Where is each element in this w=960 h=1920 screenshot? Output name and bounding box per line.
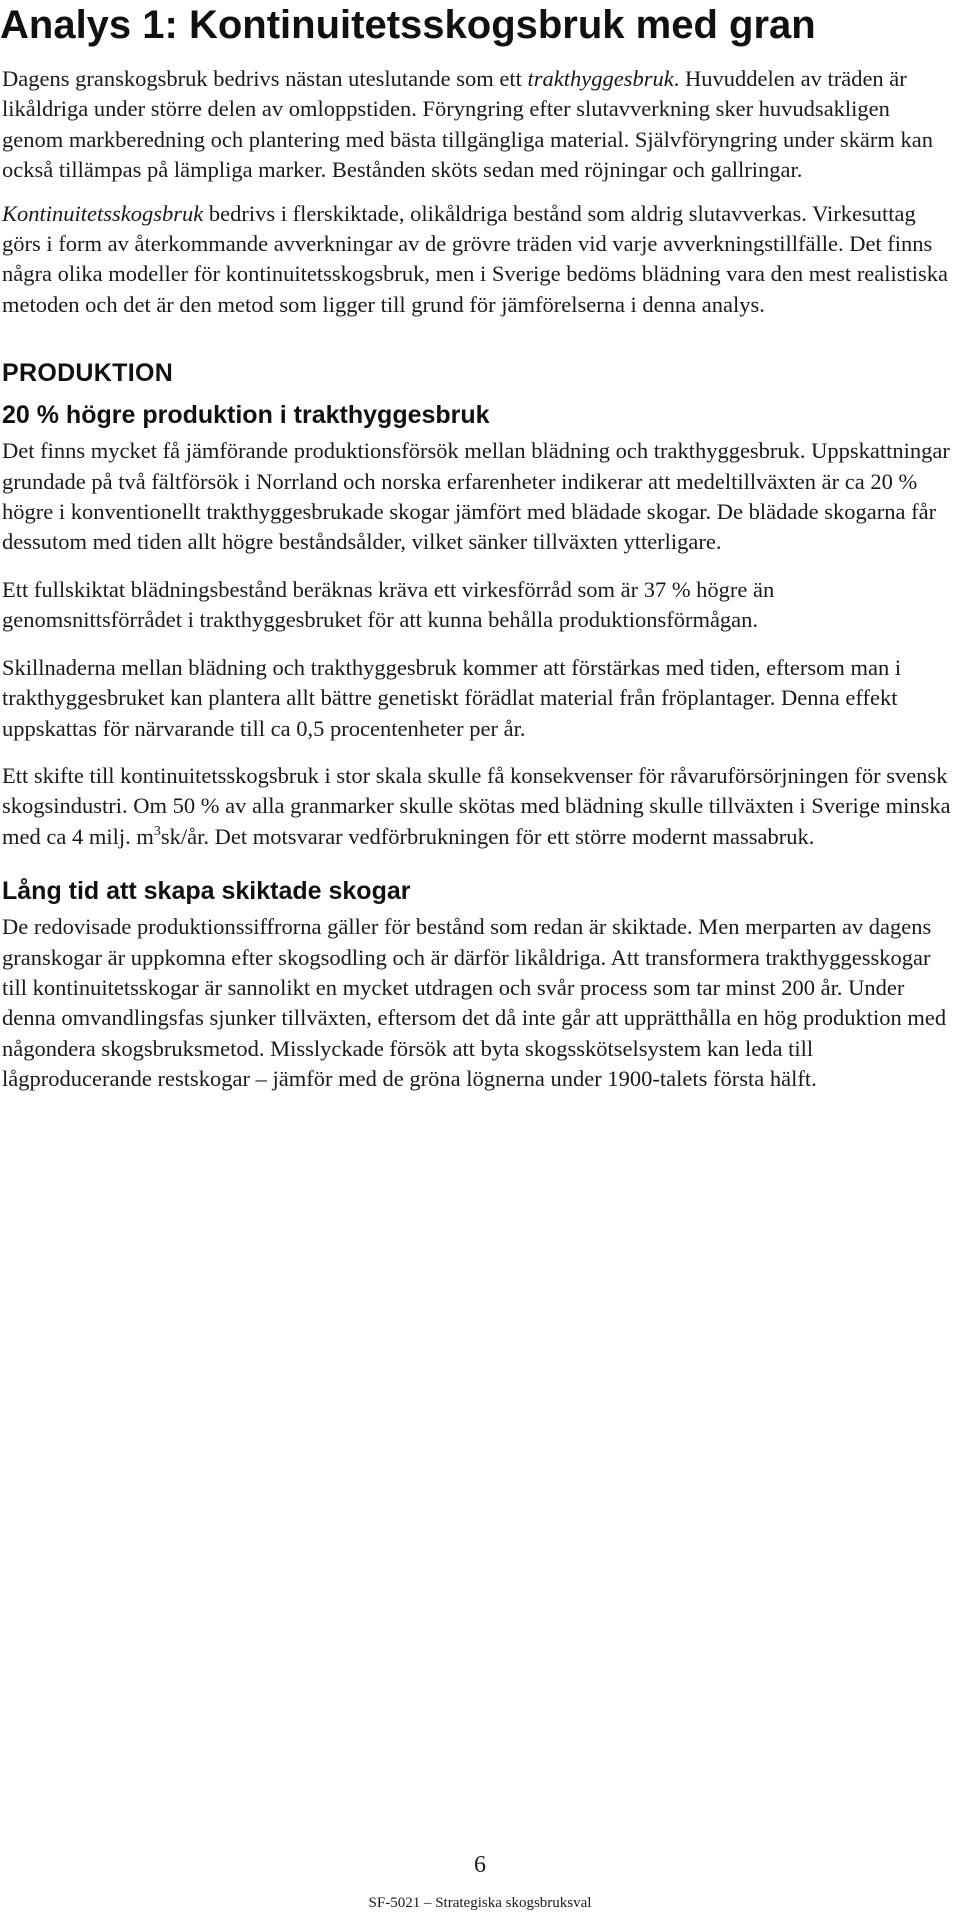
production-p4-text-start: Ett skifte till kontinuitetsskogsbruk i stor skala skulle få konsekvenser för råvaruförsörjningen för svensk skogsindustri. Om 50 % av alla granmarker skulle skötas med blädning skulle tillväxten i Sverige minska med ca 4 milj. m (2, 762, 951, 849)
production-paragraph-4 (2, 761, 952, 852)
page-footer: SF-5021 – Strategiska skogsbruksval (368, 1895, 592, 1911)
production-paragraph-2: Ett fullskiktat blädningsbestånd beräknas kräva ett virkesförråd som är 37 % högre än genomsnittsförrådet i trakthyggesbruket för att kunna behålla produktionsförmågan. (2, 576, 775, 633)
cubic-superscript: 3 (153, 823, 161, 839)
section-heading-production: PRODUKTION (2, 359, 174, 388)
intro-paragraph-1 (2, 64, 952, 186)
production-p4-text-end: sk/år. Det motsvarar vedförbrukningen för ett större modernt massabruk. (160, 823, 815, 849)
intro-paragraph-2 (2, 199, 952, 321)
page-title: Analys 1: Kontinuitetsskogsbruk med gran (0, 3, 816, 47)
intro-p2-text: bedrivs i flerskiktade, olikåldriga bestånd som aldrig slutavverkas. Virkesuttag görs i form av återkommande avverkningar av de grövre träden vid varje avverkningstillfälle. Det finns några olika modeller för kontinuitetsskogsbruk, men i Sverige bedöms blädning vara den mest realistiska metoden och det är den metod som ligger till grund för jämförelserna i denna analys. (2, 200, 949, 317)
page-number: 6 (474, 1852, 486, 1878)
subheading-layered-forests: Lång tid att skapa skiktade skogar (2, 877, 411, 906)
intro-p1-text-end: . Huvuddelen av träden är likåldriga under större delen av omloppstiden. Föryngring efter slutavverkning sker huvudsakligen genom markberedning och plantering med bästa tillgängliga material. Självföryngring under skärm kan också tillämpas på lämpliga marker. Bestånden sköts sedan med röjningar och gallringar. (2, 66, 933, 183)
layered-paragraph-1: De redovisade produktionssiffrorna gäller för bestånd som redan är skiktade. Men merparten av dagens granskogar är uppkomna efter skogsodling och är därför likåldriga. Att transformera trakthyggesskogar till kontinuitetsskogar är sannolikt en mycket utdragen och svår process som tar minst 200 år. Under denna omvandlingsfas sjunker tillväxten, eftersom det då inte går att upprätthålla en hög produktion med någondera skogsbruksmetod. Misslyckade försök att byta skogsskötselsystem kan leda till lågproducerande restskogar – jämför med de gröna lögnerna under 1900-talets första hälft. (2, 914, 947, 1092)
intro-p1-emphasis: trakthyggesbruk (527, 66, 674, 91)
intro-p2-emphasis: Kontinuitetsskogsbruk (2, 200, 204, 226)
production-paragraph-1: Det finns mycket få jämförande produktionsförsök mellan blädning och trakthyggesbruk. Uppskattningar grundade på två fältförsök i Norrland och norska erfarenheter indikerar att medeltillväxten är ca 20 % högre i konventionellt trakthyggesbrukade skogar jämfört med blädade skogar. De blädade skogarna får dessutom med tiden allt högre beståndsålder, vilket sänker tillväxten ytterligare. (2, 438, 950, 555)
intro-p1-text-start: Dagens granskogsbruk bedrivs nästan uteslutande som ett (2, 66, 528, 91)
subheading-production: 20 % högre produktion i trakthyggesbruk (2, 401, 490, 430)
document-body (2, 64, 952, 1095)
production-paragraph-3: Skillnaderna mellan blädning och trakthyggesbruk kommer att förstärkas med tiden, eftersom man i trakthyggesbruket kan plantera allt bättre genetiskt förädlat material från fröplantager. Denna effekt uppskattas för närvarande till ca 0,5 procentenheter per år. (2, 654, 902, 741)
